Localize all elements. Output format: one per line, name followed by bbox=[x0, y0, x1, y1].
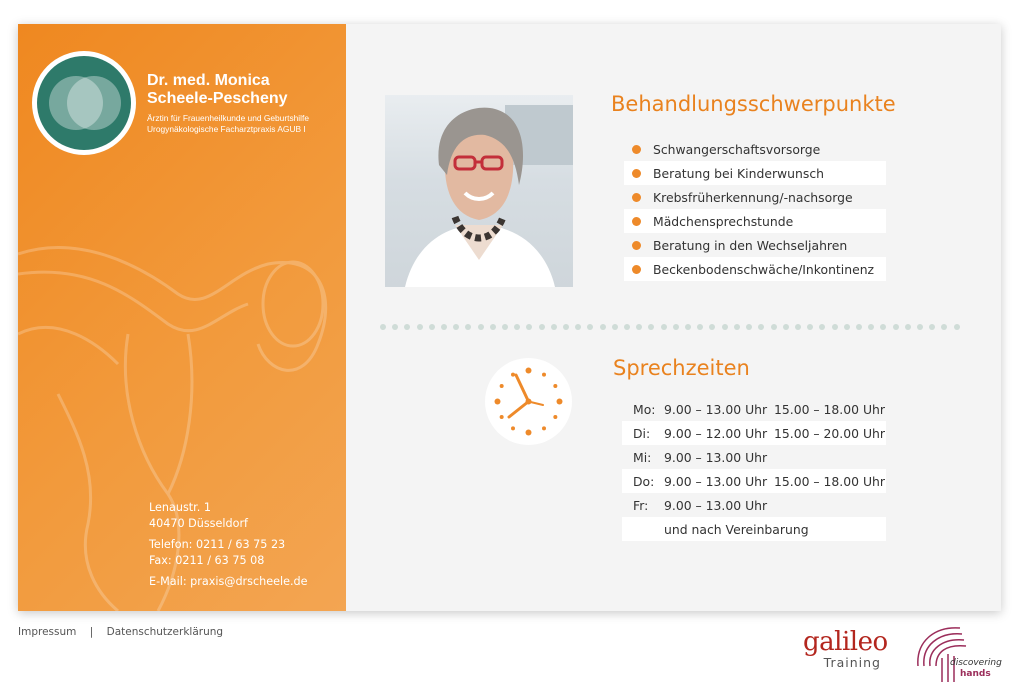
list-item bbox=[624, 185, 886, 209]
divider-dot bbox=[539, 324, 545, 330]
hours-time-1: 9.00 – 13.00 Uhr bbox=[664, 497, 768, 513]
divider-dot bbox=[758, 324, 764, 330]
divider-dot bbox=[514, 324, 520, 330]
practice-logo[interactable] bbox=[32, 51, 136, 155]
divider-dot bbox=[832, 324, 838, 330]
sidebar-panel bbox=[18, 24, 346, 611]
doctor-portrait bbox=[385, 95, 573, 287]
bullet-icon bbox=[632, 217, 641, 226]
address-street: Lenaustr. 1 bbox=[149, 501, 211, 514]
impressum-link[interactable]: Impressum bbox=[18, 626, 77, 638]
divider-dot bbox=[905, 324, 911, 330]
divider-dot bbox=[502, 324, 508, 330]
table-row bbox=[622, 469, 886, 493]
logo-circles-icon bbox=[37, 56, 131, 150]
doctor-name bbox=[147, 72, 346, 108]
bullet-icon bbox=[632, 265, 641, 274]
galileo-logo-sub: Training bbox=[823, 655, 881, 670]
divider-dot bbox=[392, 324, 398, 330]
hours-time-1: 9.00 – 13.00 Uhr bbox=[664, 473, 768, 489]
list-item bbox=[624, 257, 886, 281]
list-item-label: Mädchensprechstunde bbox=[653, 213, 794, 229]
list-item bbox=[624, 161, 886, 185]
hours-time-2: 15.00 – 20.00 Uhr bbox=[774, 425, 885, 441]
clock-marker bbox=[495, 399, 501, 405]
divider-dot bbox=[783, 324, 789, 330]
address-block bbox=[149, 500, 248, 532]
list-item-label: Schwangerschaftsvorsorge bbox=[653, 141, 821, 157]
table-row bbox=[622, 421, 886, 445]
clock-marker bbox=[526, 430, 532, 436]
clock-marker bbox=[500, 384, 504, 388]
divider-dot bbox=[734, 324, 740, 330]
list-item bbox=[624, 209, 886, 233]
divider-dot bbox=[807, 324, 813, 330]
address-city: 40470 Düsseldorf bbox=[149, 517, 248, 530]
divider-dot bbox=[795, 324, 801, 330]
bullet-icon bbox=[632, 145, 641, 154]
list-item-label: Beckenbodenschwäche/Inkontinenz bbox=[653, 261, 875, 277]
hours-time-1: 9.00 – 13.00 Uhr bbox=[664, 449, 768, 465]
divider-dot bbox=[880, 324, 886, 330]
clock-marker bbox=[500, 415, 504, 419]
divider-dot bbox=[478, 324, 484, 330]
table-row bbox=[622, 445, 886, 469]
divider-dot bbox=[526, 324, 532, 330]
divider-dot bbox=[929, 324, 935, 330]
hours-day: Mo: bbox=[633, 401, 656, 417]
divider-dot bbox=[429, 324, 435, 330]
divider-dot bbox=[404, 324, 410, 330]
divider-dot bbox=[917, 324, 923, 330]
divider-dot bbox=[722, 324, 728, 330]
footer-separator: | bbox=[89, 626, 94, 638]
list-item bbox=[624, 137, 886, 161]
footer-links bbox=[18, 626, 223, 638]
clock-marker bbox=[553, 384, 557, 388]
divider-dot bbox=[636, 324, 642, 330]
galileo-logo-word: galileo bbox=[803, 627, 888, 657]
clock-marker bbox=[542, 426, 546, 430]
hours-day: Do: bbox=[633, 473, 655, 489]
divider-dot bbox=[465, 324, 471, 330]
divider-dot bbox=[600, 324, 606, 330]
divider-dot bbox=[819, 324, 825, 330]
hours-appointment-note: und nach Vereinbarung bbox=[664, 521, 809, 537]
divider-dot bbox=[746, 324, 752, 330]
divider-dot bbox=[868, 324, 874, 330]
divider-dot bbox=[673, 324, 679, 330]
doctor-subtitle-line1: Ärztin für Frauenheilkunde und Geburtshilfe bbox=[147, 113, 310, 123]
table-row bbox=[622, 493, 886, 517]
table-row bbox=[622, 517, 886, 541]
divider-dot bbox=[490, 324, 496, 330]
clock-marker bbox=[511, 426, 515, 430]
divider-dot bbox=[612, 324, 618, 330]
galileo-training-logo[interactable] bbox=[803, 627, 888, 675]
divider-dot bbox=[771, 324, 777, 330]
hours-time-2: 15.00 – 18.00 Uhr bbox=[774, 473, 885, 489]
fax-number: Fax: 0211 / 63 75 08 bbox=[149, 554, 265, 567]
clock-marker bbox=[542, 373, 546, 377]
clock-marker bbox=[511, 373, 515, 377]
clock-icon bbox=[485, 358, 572, 445]
clock-marker bbox=[557, 399, 563, 405]
dh-line2: hands bbox=[960, 669, 991, 679]
table-row bbox=[622, 397, 886, 421]
treatments-title: Behandlungsschwerpunkte bbox=[611, 92, 896, 116]
datenschutz-link[interactable]: Datenschutzerklärung bbox=[106, 626, 224, 638]
list-item bbox=[624, 233, 886, 257]
divider-dot bbox=[709, 324, 715, 330]
doctor-subtitle-line2: Urogynäkologische Facharztpraxis AGUB I bbox=[147, 124, 306, 134]
clock-marker bbox=[553, 415, 557, 419]
portrait-illustration bbox=[385, 95, 573, 287]
phone-number[interactable]: Telefon: 0211 / 63 75 23 bbox=[149, 538, 286, 551]
divider-dot bbox=[844, 324, 850, 330]
divider-dot bbox=[453, 324, 459, 330]
divider-dot bbox=[941, 324, 947, 330]
email-link[interactable]: E-Mail: praxis@drscheele.de bbox=[149, 575, 308, 588]
doctor-subtitle bbox=[147, 113, 346, 135]
divider-dot bbox=[697, 324, 703, 330]
clock-marker bbox=[526, 368, 532, 374]
divider-dot bbox=[624, 324, 630, 330]
hours-table bbox=[622, 397, 886, 541]
divider-dot bbox=[575, 324, 581, 330]
doctor-name-line2: Scheele-Pescheny bbox=[147, 90, 288, 107]
main-card bbox=[18, 24, 1001, 611]
divider-dot bbox=[551, 324, 557, 330]
hours-time-1: 9.00 – 12.00 Uhr bbox=[664, 425, 768, 441]
divider-dot bbox=[685, 324, 691, 330]
divider-dot bbox=[856, 324, 862, 330]
hours-day: Fr: bbox=[633, 497, 649, 513]
dh-line1: discovering bbox=[950, 658, 1002, 668]
hours-title: Sprechzeiten bbox=[613, 356, 750, 380]
bullet-icon bbox=[632, 169, 641, 178]
hours-time-2: 15.00 – 18.00 Uhr bbox=[774, 401, 885, 417]
bullet-icon bbox=[632, 193, 641, 202]
divider-dot bbox=[417, 324, 423, 330]
list-item-label: Krebsfrüherkennung/-nachsorge bbox=[653, 189, 853, 205]
divider-dot bbox=[441, 324, 447, 330]
doctor-name-line1: Dr. med. Monica bbox=[147, 72, 270, 89]
dotted-divider bbox=[380, 324, 960, 330]
divider-dot bbox=[380, 324, 386, 330]
divider-dot bbox=[563, 324, 569, 330]
divider-dot bbox=[893, 324, 899, 330]
list-item-label: Beratung bei Kinderwunsch bbox=[653, 165, 825, 181]
bullet-icon bbox=[632, 241, 641, 250]
divider-dot bbox=[661, 324, 667, 330]
divider-dot bbox=[954, 324, 960, 330]
list-item-label: Beratung in den Wechseljahren bbox=[653, 237, 848, 253]
hours-day: Mi: bbox=[633, 449, 652, 465]
discovering-hands-logo[interactable] bbox=[914, 622, 1010, 684]
divider-dot bbox=[587, 324, 593, 330]
phone-block bbox=[149, 537, 285, 569]
treatments-list bbox=[624, 137, 886, 281]
divider-dot bbox=[648, 324, 654, 330]
hours-time-1: 9.00 – 13.00 Uhr bbox=[664, 401, 768, 417]
hours-day: Di: bbox=[633, 425, 651, 441]
